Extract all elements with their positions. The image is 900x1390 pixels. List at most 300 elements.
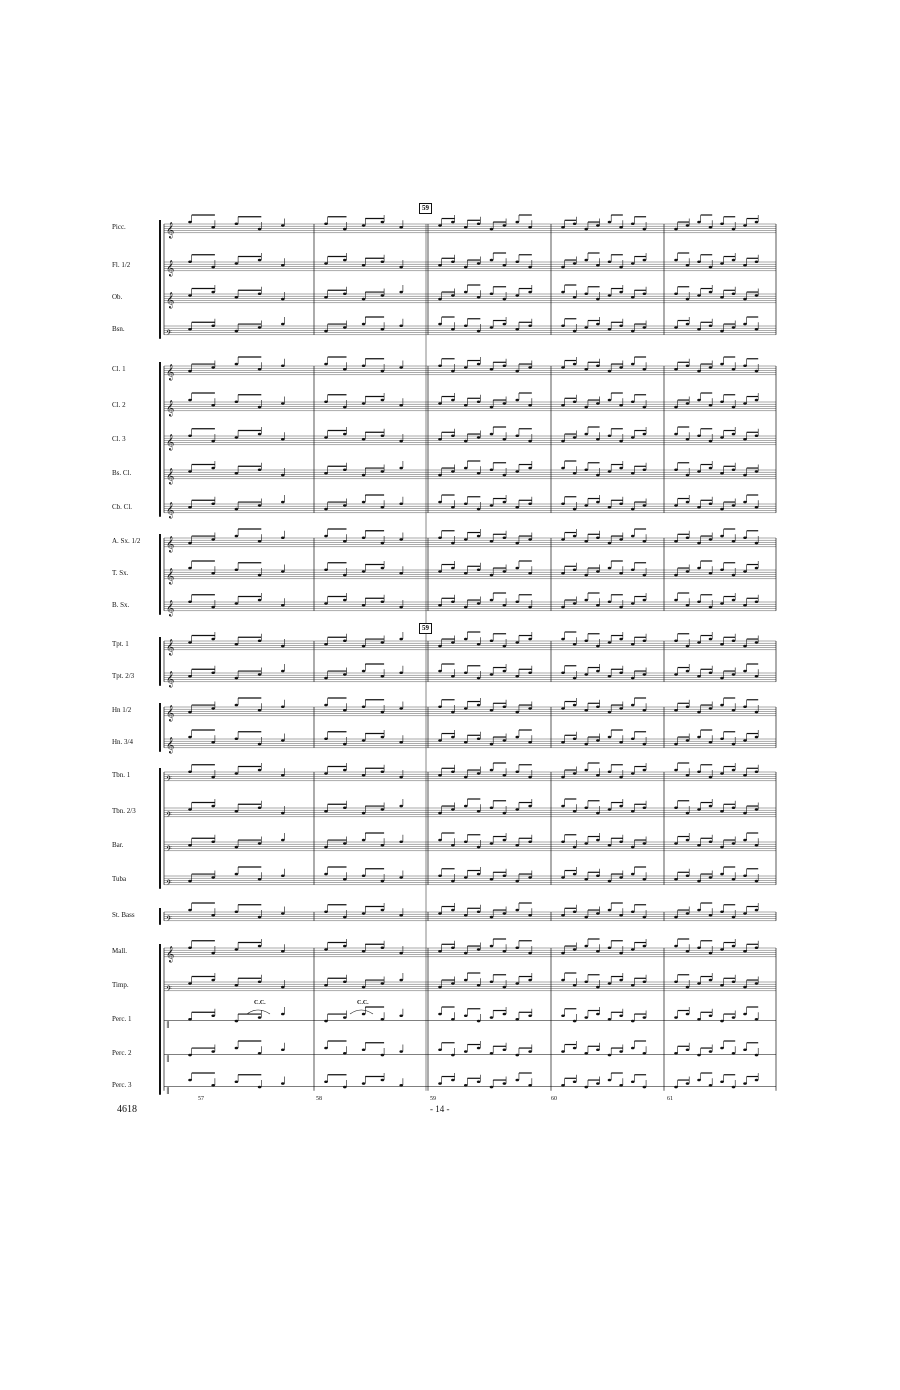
- note-head: [464, 671, 468, 674]
- note-head: [343, 806, 347, 809]
- note-head: [235, 1020, 239, 1023]
- note-head: [438, 739, 442, 742]
- note-head: [515, 506, 519, 509]
- note-head: [343, 574, 347, 577]
- note-head: [755, 506, 759, 509]
- note-head: [697, 470, 701, 473]
- note-head: [211, 467, 215, 470]
- note-head: [674, 1052, 678, 1055]
- note-head: [732, 368, 736, 371]
- note-head: [281, 1082, 285, 1085]
- note-head: [381, 641, 385, 644]
- note-head: [561, 952, 565, 955]
- note-head: [686, 402, 690, 405]
- note-head: [674, 842, 678, 845]
- note-head: [477, 602, 481, 605]
- note-head: [281, 950, 285, 953]
- note-head: [503, 264, 507, 267]
- note-head: [720, 737, 724, 740]
- note-head: [515, 880, 519, 883]
- note-head: [619, 606, 623, 609]
- note-head: [697, 328, 701, 331]
- note-head: [438, 670, 442, 673]
- note-head: [281, 912, 285, 915]
- note-head: [503, 950, 507, 953]
- note-head: [596, 536, 600, 539]
- note-head: [573, 1080, 577, 1083]
- note-head: [643, 980, 647, 983]
- note-head: [515, 909, 519, 912]
- note-head: [503, 874, 507, 877]
- note-head: [743, 323, 747, 326]
- note-head: [709, 366, 713, 369]
- note-head: [732, 673, 736, 676]
- note-head: [362, 950, 366, 953]
- note-head: [399, 538, 403, 541]
- note-head: [573, 704, 577, 707]
- treble-clef-icon: 𝄞: [166, 536, 175, 553]
- note-head: [596, 224, 600, 227]
- note-head: [528, 1084, 532, 1087]
- note-head: [686, 670, 690, 673]
- note-head: [686, 224, 690, 227]
- note-head: [399, 572, 403, 575]
- note-head: [281, 298, 285, 301]
- note-head: [709, 502, 713, 505]
- instrument-label: Tpt. 1: [112, 640, 129, 648]
- note-head: [399, 707, 403, 710]
- note-head: [528, 291, 532, 294]
- note-head: [755, 736, 759, 739]
- note-head: [235, 330, 239, 333]
- note-head: [438, 986, 442, 989]
- note-head: [258, 878, 262, 881]
- note-head: [643, 945, 647, 948]
- note-head: [324, 568, 328, 571]
- note-head: [596, 986, 600, 989]
- note-head: [720, 1047, 724, 1050]
- note-head: [464, 914, 468, 917]
- note-head: [584, 468, 588, 471]
- note-head: [188, 675, 192, 678]
- note-head: [743, 739, 747, 742]
- treble-clef-icon: 𝄞: [166, 600, 175, 617]
- note-head: [720, 677, 724, 680]
- note-head: [643, 504, 647, 507]
- note-head: [619, 366, 623, 369]
- note-head: [324, 508, 328, 511]
- note-head: [464, 805, 468, 808]
- note-head: [755, 909, 759, 912]
- note-head: [528, 572, 532, 575]
- note-head: [477, 873, 481, 876]
- note-head: [211, 291, 215, 294]
- bass-clef-icon: 𝄢: [166, 811, 172, 822]
- note-head: [490, 769, 494, 772]
- note-head: [596, 839, 600, 842]
- note-head: [211, 606, 215, 609]
- note-head: [528, 1014, 532, 1017]
- note-head: [490, 574, 494, 577]
- note-head: [561, 291, 565, 294]
- note-head: [596, 670, 600, 673]
- note-head: [732, 769, 736, 772]
- note-head: [211, 538, 215, 541]
- note-head: [399, 291, 403, 294]
- note-head: [686, 839, 690, 842]
- note-head: [608, 770, 612, 773]
- note-head: [619, 707, 623, 710]
- note-head: [631, 508, 635, 511]
- note-head: [324, 1020, 328, 1023]
- note-head: [709, 914, 713, 917]
- note-head: [631, 846, 635, 849]
- note-head: [631, 873, 635, 876]
- note-head: [709, 979, 713, 982]
- note-head: [515, 736, 519, 739]
- note-head: [188, 370, 192, 373]
- note-head: [515, 434, 519, 437]
- note-head: [464, 606, 468, 609]
- instrument-label: St. Bass: [112, 911, 135, 919]
- note-head: [755, 542, 759, 545]
- note-head: [343, 769, 347, 772]
- note-head: [188, 982, 192, 985]
- note-head: [674, 504, 678, 507]
- note-head: [619, 1050, 623, 1053]
- note-head: [258, 945, 262, 948]
- note-head: [211, 638, 215, 641]
- note-head: [381, 567, 385, 570]
- note-head: [561, 876, 565, 879]
- note-head: [596, 604, 600, 607]
- note-head: [381, 909, 385, 912]
- note-head: [477, 568, 481, 571]
- note-head: [281, 501, 285, 504]
- note-head: [343, 599, 347, 602]
- note-head: [362, 1048, 366, 1051]
- note-head: [573, 222, 577, 225]
- instrument-label: Timp.: [112, 981, 129, 989]
- note-head: [720, 810, 724, 813]
- note-head: [451, 221, 455, 224]
- note-head: [631, 677, 635, 680]
- note-head: [743, 950, 747, 953]
- note-head: [258, 916, 262, 919]
- note-head: [573, 810, 577, 813]
- note-head: [451, 982, 455, 985]
- note-head: [573, 910, 577, 913]
- note-head: [188, 946, 192, 949]
- note-head: [324, 873, 328, 876]
- treble-clef-icon: 𝄞: [166, 468, 175, 485]
- note-head: [503, 323, 507, 326]
- note-head: [503, 1048, 507, 1051]
- note-head: [596, 1013, 600, 1016]
- note-head: [438, 912, 442, 915]
- note-head: [503, 474, 507, 477]
- note-head: [619, 1084, 623, 1087]
- note-head: [235, 296, 239, 299]
- note-head: [573, 400, 577, 403]
- note-head: [631, 472, 635, 475]
- note-head: [362, 364, 366, 367]
- note-head: [697, 1054, 701, 1057]
- note-head: [515, 946, 519, 949]
- note-head: [608, 982, 612, 985]
- note-head: [755, 946, 759, 949]
- note-head: [732, 574, 736, 577]
- note-head: [451, 736, 455, 739]
- note-head: [343, 743, 347, 746]
- note-head: [573, 677, 577, 680]
- note-head: [324, 1080, 328, 1083]
- note-head: [211, 979, 215, 982]
- note-head: [619, 979, 623, 982]
- note-head: [258, 980, 262, 983]
- note-head: [188, 641, 192, 644]
- note-head: [561, 979, 565, 982]
- note-head: [451, 470, 455, 473]
- note-head: [732, 709, 736, 712]
- note-head: [343, 292, 347, 295]
- note-head: [464, 572, 468, 575]
- note-head: [324, 643, 328, 646]
- note-head: [709, 572, 713, 575]
- note-head: [743, 1082, 747, 1085]
- note-head: [399, 671, 403, 674]
- note-head: [477, 1047, 481, 1050]
- note-head: [561, 1084, 565, 1087]
- note-head: [438, 402, 442, 405]
- note-head: [528, 638, 532, 641]
- note-head: [464, 467, 468, 470]
- note-head: [477, 704, 481, 707]
- note-head: [451, 600, 455, 603]
- note-head: [451, 844, 455, 847]
- note-head: [584, 878, 588, 881]
- note-head: [631, 222, 635, 225]
- note-head: [211, 366, 215, 369]
- note-head: [686, 438, 690, 441]
- note-head: [477, 846, 481, 849]
- note-head: [490, 1052, 494, 1055]
- note-head: [464, 226, 468, 229]
- note-head: [477, 222, 481, 225]
- note-head: [343, 709, 347, 712]
- note-head: [643, 406, 647, 409]
- note-head: [235, 846, 239, 849]
- note-head: [477, 400, 481, 403]
- note-head: [608, 399, 612, 402]
- note-head: [697, 770, 701, 773]
- note-head: [490, 980, 494, 983]
- note-head: [608, 294, 612, 297]
- note-head: [515, 711, 519, 714]
- note-head: [438, 645, 442, 648]
- note-head: [584, 504, 588, 507]
- note-head: [188, 260, 192, 263]
- note-head: [235, 1047, 239, 1050]
- note-head: [235, 508, 239, 511]
- note-head: [743, 874, 747, 877]
- note-head: [515, 370, 519, 373]
- measure-number: 60: [551, 1096, 557, 1102]
- note-head: [281, 224, 285, 227]
- note-head: [324, 846, 328, 849]
- note-head: [720, 602, 724, 605]
- note-head: [697, 221, 701, 224]
- note-head: [235, 472, 239, 475]
- note-head: [464, 741, 468, 744]
- instrument-label: Bar.: [112, 841, 124, 849]
- instrument-label: Cb. Cl.: [112, 503, 133, 511]
- note-head: [515, 808, 519, 811]
- note-head: [528, 671, 532, 674]
- note-head: [438, 705, 442, 708]
- note-head: [709, 741, 713, 744]
- note-head: [697, 880, 701, 883]
- note-head: [399, 914, 403, 917]
- tie-mark: [350, 1010, 373, 1014]
- note-head: [211, 707, 215, 710]
- note-head: [477, 948, 481, 951]
- note-head: [362, 774, 366, 777]
- note-head: [381, 294, 385, 297]
- note-head: [697, 506, 701, 509]
- note-head: [362, 536, 366, 539]
- note-head: [343, 468, 347, 471]
- note-head: [324, 296, 328, 299]
- note-head: [584, 1052, 588, 1055]
- note-head: [464, 324, 468, 327]
- note-head: [643, 540, 647, 543]
- note-head: [619, 572, 623, 575]
- treble-clef-icon: 𝄞: [166, 568, 175, 585]
- note-head: [584, 599, 588, 602]
- catalog-number: 4618: [117, 1104, 137, 1115]
- note-head: [608, 221, 612, 224]
- note-head: [608, 506, 612, 509]
- note-head: [686, 1013, 690, 1016]
- note-head: [490, 743, 494, 746]
- note-head: [188, 542, 192, 545]
- note-head: [362, 402, 366, 405]
- note-head: [188, 567, 192, 570]
- note-head: [188, 1054, 192, 1057]
- note-head: [743, 645, 747, 648]
- note-head: [188, 844, 192, 847]
- note-head: [720, 873, 724, 876]
- treble-clef-icon: 𝄞: [166, 260, 175, 277]
- instrument-label: Cl. 3: [112, 435, 126, 443]
- note-head: [503, 912, 507, 915]
- note-head: [709, 538, 713, 541]
- note-head: [438, 570, 442, 573]
- note-head: [709, 266, 713, 269]
- note-head: [643, 228, 647, 231]
- note-head: [619, 671, 623, 674]
- note-head: [235, 948, 239, 951]
- note-head: [490, 599, 494, 602]
- measure-number: 61: [667, 1096, 673, 1102]
- note-head: [528, 805, 532, 808]
- note-head: [720, 568, 724, 571]
- note-head: [490, 368, 494, 371]
- note-head: [755, 1054, 759, 1057]
- note-head: [608, 600, 612, 603]
- note-head: [438, 604, 442, 607]
- note-head: [697, 399, 701, 402]
- bass-clef-icon: 𝄢: [166, 845, 172, 856]
- note-head: [464, 840, 468, 843]
- note-head: [686, 874, 690, 877]
- note-head: [490, 540, 494, 543]
- note-head: [235, 400, 239, 403]
- note-head: [755, 328, 759, 331]
- note-head: [451, 328, 455, 331]
- note-head: [643, 1016, 647, 1019]
- note-head: [608, 1054, 612, 1057]
- treble-clef-icon: 𝄞: [166, 946, 175, 963]
- note-head: [755, 370, 759, 373]
- note-head: [709, 1084, 713, 1087]
- note-head: [451, 675, 455, 678]
- note-head: [608, 641, 612, 644]
- note-head: [281, 364, 285, 367]
- note-head: [584, 806, 588, 809]
- note-head: [281, 1048, 285, 1051]
- note-head: [608, 880, 612, 883]
- note-head: [674, 540, 678, 543]
- note-head: [324, 810, 328, 813]
- note-head: [674, 259, 678, 262]
- note-head: [451, 399, 455, 402]
- note-head: [743, 402, 747, 405]
- note-head: [643, 433, 647, 436]
- note-head: [451, 567, 455, 570]
- note-head: [755, 982, 759, 985]
- note-head: [503, 1082, 507, 1085]
- note-head: [381, 399, 385, 402]
- note-head: [686, 1082, 690, 1085]
- note-head: [596, 950, 600, 953]
- note-head: [755, 880, 759, 883]
- note-head: [596, 323, 600, 326]
- note-head: [258, 806, 262, 809]
- note-head: [631, 330, 635, 333]
- note-head: [324, 262, 328, 265]
- note-head: [362, 264, 366, 267]
- note-head: [608, 434, 612, 437]
- note-head: [732, 468, 736, 471]
- note-head: [674, 743, 678, 746]
- note-head: [755, 434, 759, 437]
- note-head: [686, 739, 690, 742]
- note-head: [515, 1018, 519, 1021]
- note-head: [399, 324, 403, 327]
- note-head: [343, 639, 347, 642]
- note-head: [631, 400, 635, 403]
- note-head: [258, 292, 262, 295]
- note-head: [211, 805, 215, 808]
- note-head: [438, 839, 442, 842]
- note-head: [188, 1079, 192, 1082]
- note-head: [490, 228, 494, 231]
- note-head: [584, 709, 588, 712]
- note-head: [503, 438, 507, 441]
- note-head: [399, 876, 403, 879]
